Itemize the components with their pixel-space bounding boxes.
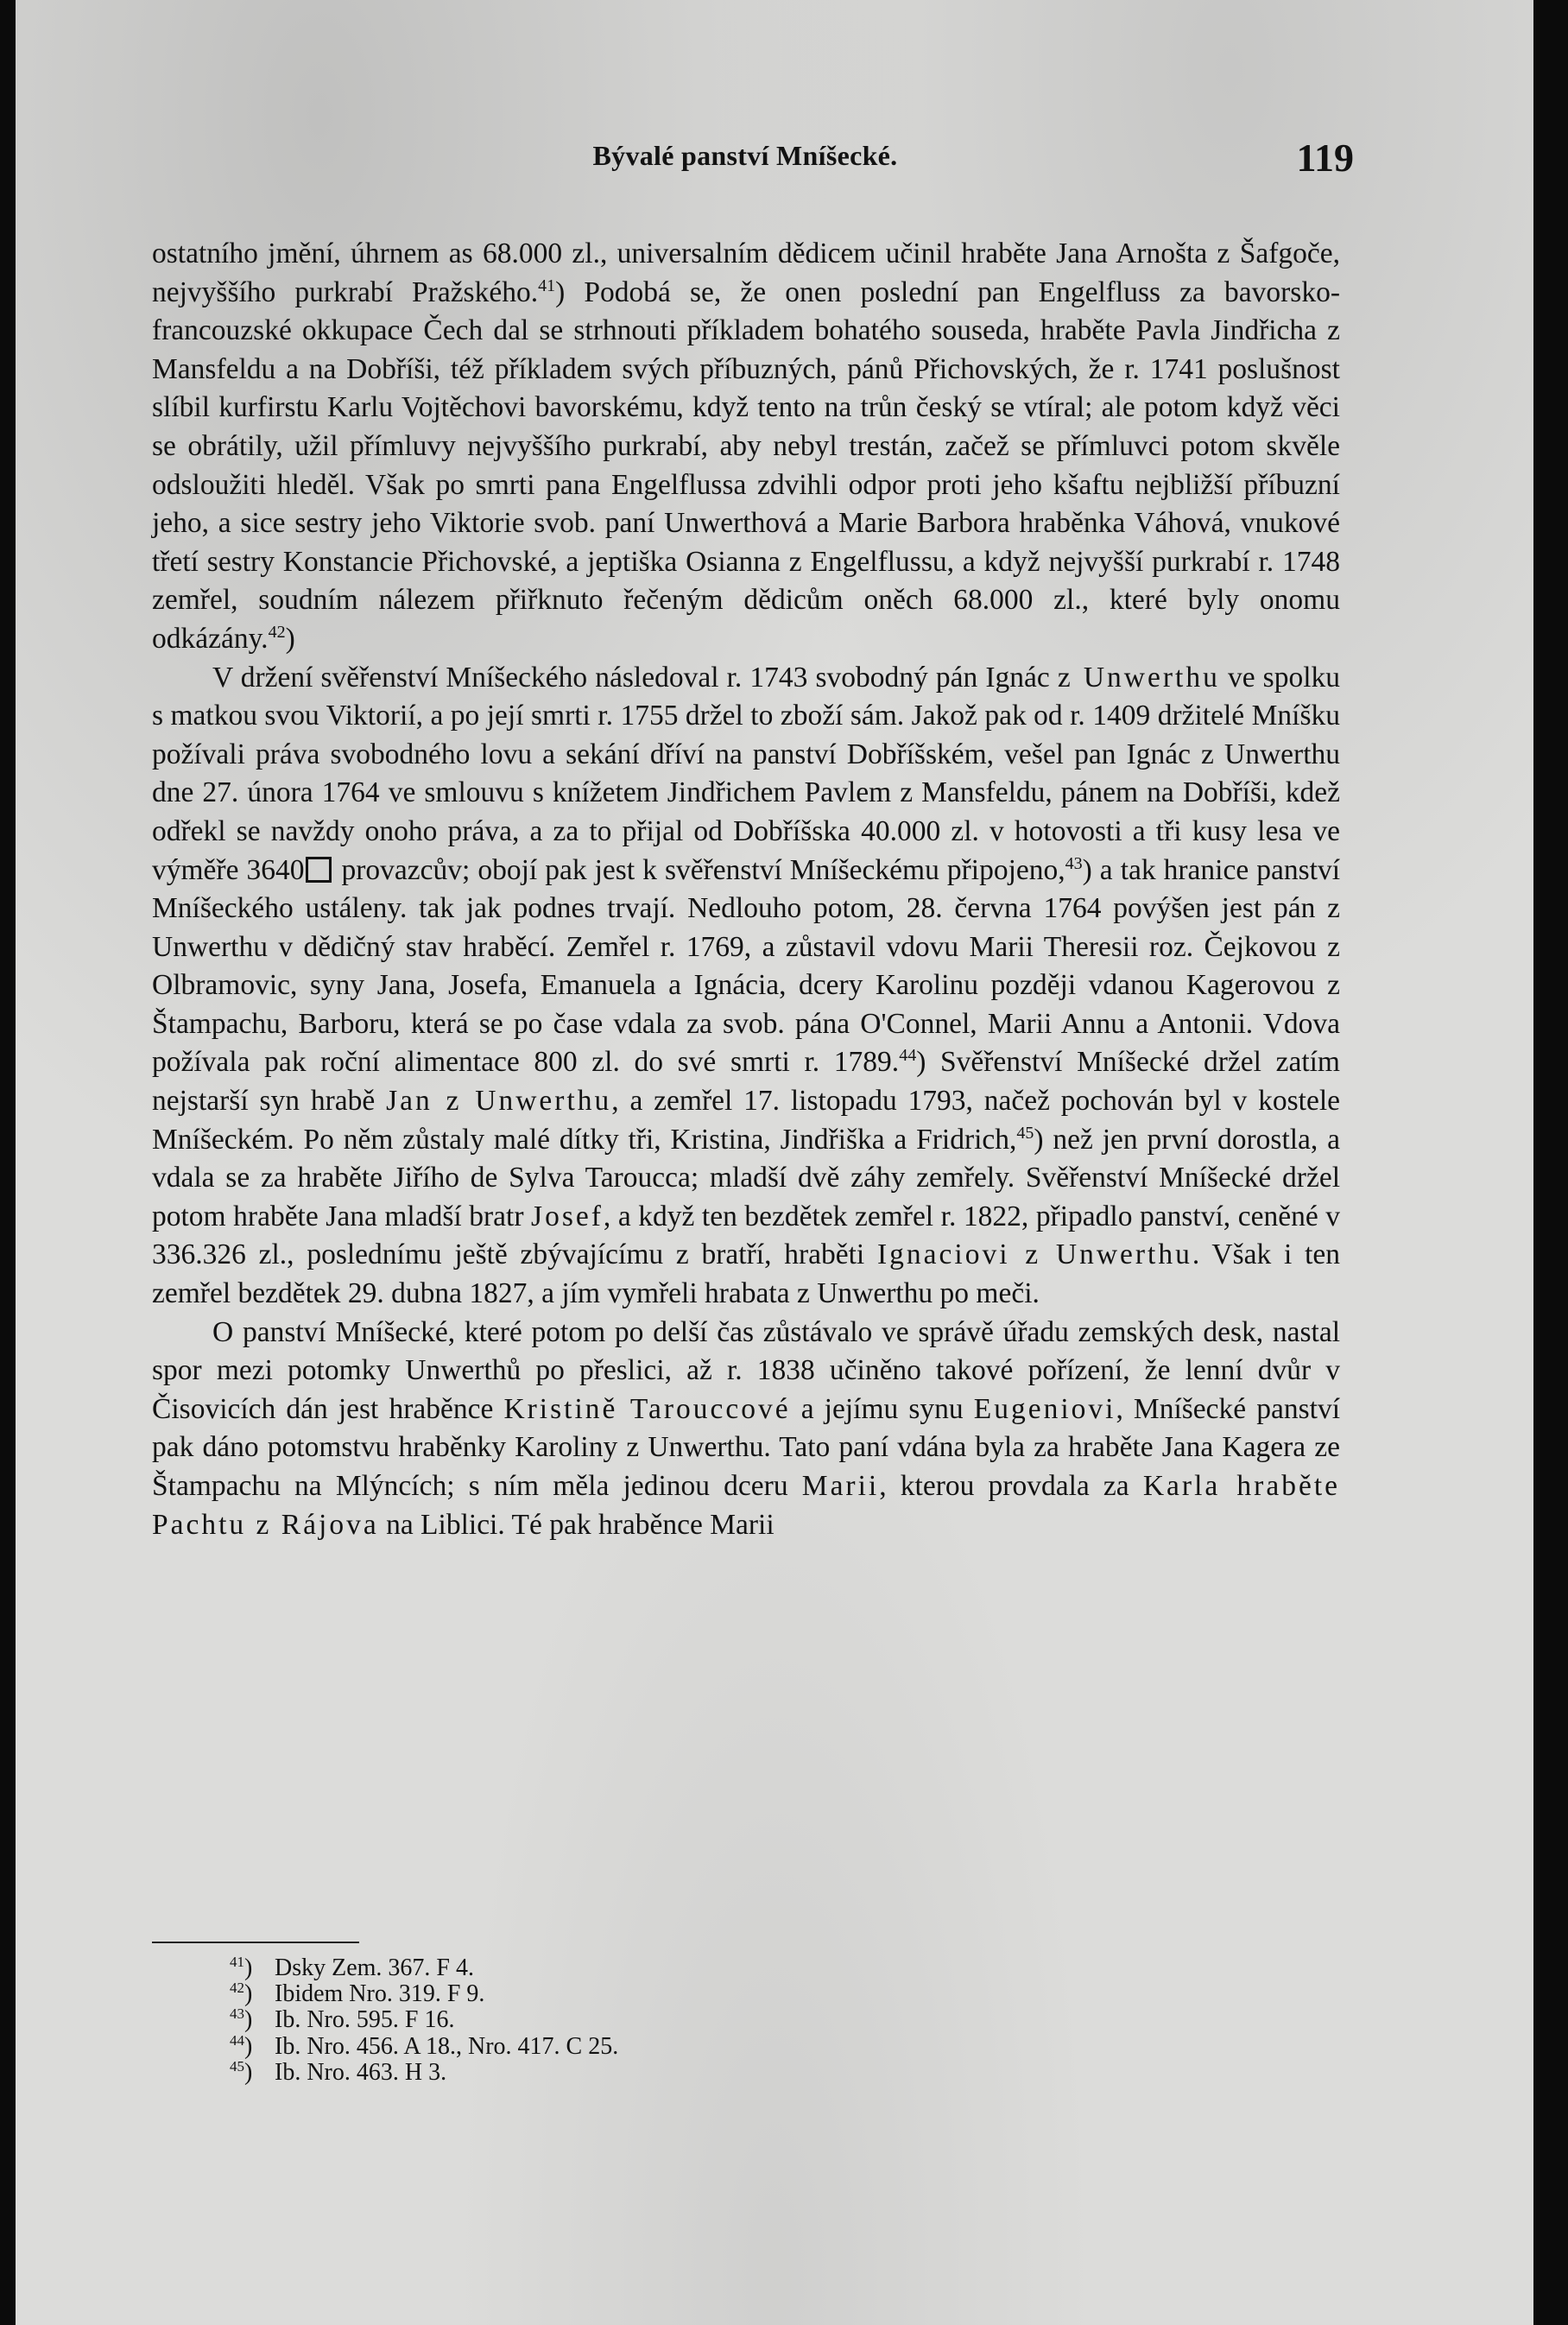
text-run: ve spolku s matkou svou Viktorií, a po její smrti r. 1755 držel to zboží sám. Jakož pak od r. 1409 držitelé Mníšku požívali práva svobodného lovu a sekání dříví na panství Dobříšském, vešel pan Ignác z Unwerthu dne 27. února 1764 ve smlouvu s knížetem Jindřichem Pavlem z Mansfeldu, pánem na Dobříši, kdež odřekl se navždy onoho práva, a za to přijal od Dobříšska 40.000 zl. v hotovosti a tři kusy lesa ve výměře 3640: [152, 661, 1341, 886]
footnote-text: Ibidem Nro. 319. F 9.: [275, 1980, 485, 2008]
text-run: ) a tak hranice panství Mníšeckého ustáleny. tak jak podnes trvají. Nedlouho potom, 28. června 1764 povýšen jest pán z Unwerthu v dědičný stav hraběcí. Zemřel r. 1769, a zůstavil vdovu Marii Theresii roz. Čejkovou z Olbramovic, syny Jana, Josefa, Emanuela a Ignácia, dcery Karolinu později vdanou Kagerovou z Štampachu, Barboru, která se po čase vdala za svob. pána O'Connel, Marii Annu a Antonii. Vdova požívala pak roční alimentace 800 zl. do své smrti r. 1789.: [152, 853, 1341, 1079]
footnote-ref-44: 44: [899, 1046, 917, 1066]
footnote-mark: $^{42}$): [230, 1980, 253, 2008]
text-run: V držení svěřenství Mníšeckého následoval r. 1743 svobodný pán Ignác: [212, 661, 1050, 694]
footnotes: [230, 1955, 1007, 2086]
paragraph-1: [152, 235, 1340, 659]
footnote-45: [230, 2057, 1007, 2086]
footnote-44: [230, 2031, 1007, 2060]
text-run: a jejímu synu: [790, 1392, 964, 1425]
running-title: Bývalé panství Mníšecké.: [592, 140, 898, 171]
footnote-ref-43: 43: [1065, 853, 1083, 873]
person-name: Josef: [531, 1200, 604, 1232]
text-run: ): [285, 622, 295, 655]
person-name: Ignaciovi z Unwerthu: [877, 1239, 1192, 1271]
page-number: 119: [1296, 136, 1354, 180]
footnote-ref-45: 45: [1016, 1123, 1034, 1143]
person-name: z Unwerthu: [1057, 661, 1220, 694]
person-name: Jan z Unwerthu: [386, 1085, 612, 1118]
text-run: , Mníšecké panství pak dáno potomstvu hraběnky Karoliny z Unwerthu. Tato paní vdána byla za hraběte Jana Kagera ze Štampachu na Mlýncích; s ním měla jedinou dceru: [152, 1392, 1341, 1502]
person-name: Kristině Tarouccové: [503, 1392, 791, 1425]
footnote-text: Ib. Nro. 463. H 3.: [275, 2058, 447, 2086]
person-name: Karla hraběte Pachtu z Rájova: [152, 1470, 1341, 1541]
text-run: , a když ten bezdětek zemřel r. 1822, připadlo panství, ceněné v 336.326 zl., poslednímu ještě zbývajícímu z bratří, hraběti: [152, 1200, 1340, 1271]
footnote-divider: [152, 1942, 359, 1943]
footnote-43: [230, 2007, 1007, 2033]
footnote-ref-42: 42: [268, 622, 286, 642]
footnote-mark: $^{45}$): [230, 2057, 253, 2086]
text-run: ) než jen první dorostla, a vdala se za hraběte Jiřího de Sylva Taroucca; mladší dvě záhy zemřely. Svěřenství Mníšecké držel potom hraběte Jana mladší bratr: [152, 1123, 1341, 1232]
book-page: [16, 0, 1533, 2325]
text-run: . Však i ten zemřel bezdětek 29. dubna 1827, a jím vymřeli hrabata z Unwerthu po meči.: [152, 1239, 1341, 1310]
square-unit-symbol: [306, 857, 332, 883]
paragraph-3: [152, 1314, 1340, 1545]
footnote-42: [230, 1981, 1007, 2007]
footnote-ref-41: 41: [538, 276, 556, 295]
paragraph-2: [152, 659, 1340, 1314]
text-run: ) Svěřenství Mníšecké držel zatím nejstarší syn hrabě: [152, 1046, 1340, 1118]
footnote-text: Dsky Zem. 367. F 4.: [275, 1954, 474, 1981]
text-run: ) Podobá se, že onen poslední pan Engelfluss za bavorsko-francouzské okkupace Čech dal se strhnouti příkladem bohatého souseda, hraběte Pavla Jindřicha z Mansfeldu a na Dobříši, též příkladem svých příbuzných, pánů Přichovských, že r. 1741 poslušnost slíbil kurfirstu Karlu Vojtěchovi bavorskému, když tento na trůn český se vtíral; ale potom když věci se obrátily, užil přímluvy nejvyššího purkrabí, aby nebyl trestán, začež se přímluvci potom skvěle odsloužiti hleděl. Však po smrti pana Engelflussa zdvihli odpor proti jeho kšaftu nejbližší příbuzní jeho, a sice sestry jeho Viktorie svob. paní Unwerthová a Marie Barbora hraběnka Váhová, vnukové třetí sestry Konstancie Přichovské, a jeptiška Osianna z Engelflussu, a když nejvyšší purkrabí r. 1748 zemřel, soudním nálezem přiřknuto řečeným dědicům oněch 68.000 zl., které byly onomu odkázány.: [152, 276, 1340, 655]
person-name: Eugeniovi: [973, 1392, 1116, 1425]
footnote-mark: $^{44}$): [230, 2031, 253, 2060]
text-run: , a zemřel 17. listopadu 1793, načež pochován byl v kostele Mníšeckém. Po něm zůstaly malé dítky tři, Kristina, Jindřiška a Fridrich,: [152, 1085, 1340, 1156]
running-header: [136, 136, 1354, 181]
person-name: Marii: [801, 1470, 880, 1502]
text-run: , kterou provdala za: [879, 1470, 1129, 1502]
text-run: O panství Mníšecké, které potom po delší čas zůstávalo ve správě úřadu zemských desk, nastal spor mezi potomky Unwerthů po přeslici, až r. 1838 učiněno takové pořízení, že lenní dvůr v Čisovicích dán jest hraběnce: [152, 1315, 1340, 1425]
footnote-text: Ib. Nro. 456. A 18., Nro. 417. C 25.: [275, 2032, 619, 2060]
text-run: ostatního jmění, úhrnem as 68.000 zl., universalním dědicem učinil hraběte Jana Arnošta z Šafgoče, nejvyššího purkrabí Pražského.: [152, 238, 1340, 308]
text-run: provazcův; obojí pak jest k svěřenství Mníšeckému připojeno,: [333, 853, 1065, 886]
footnote-mark: $^{41}$): [230, 1954, 253, 1981]
footnote-mark: $^{43}$): [230, 2005, 253, 2034]
text-run: na Liblici. Té pak hraběnce Marii: [378, 1508, 775, 1541]
body-text: [152, 235, 1340, 1544]
footnote-41: [230, 1955, 1007, 1981]
footnote-text: Ib. Nro. 595. F 16.: [275, 2006, 455, 2034]
